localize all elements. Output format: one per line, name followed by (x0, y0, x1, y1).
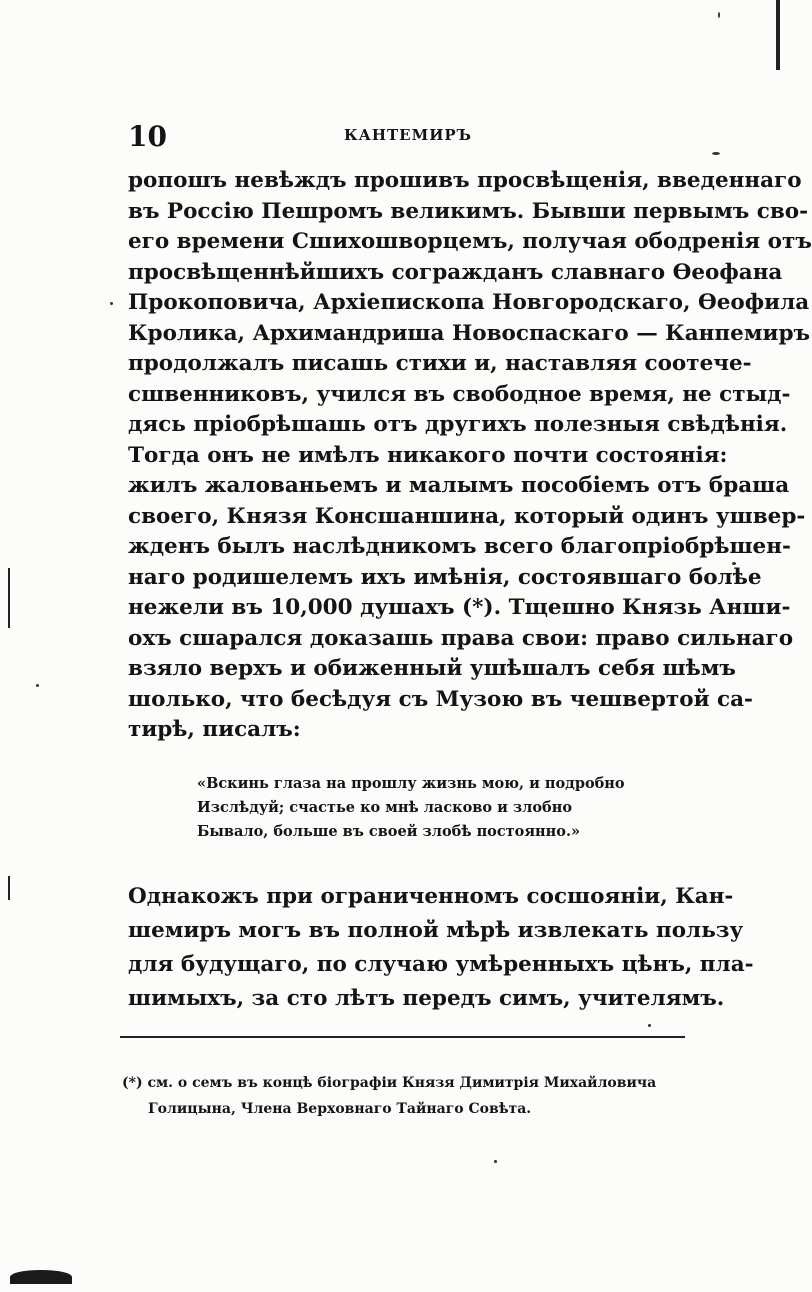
text-line: взяло верхъ и обиженный ушѣшалъ себя шѣмъ (128, 656, 736, 681)
footnote-divider (120, 1036, 685, 1038)
scan-speck (718, 12, 720, 18)
text-line: Однакожъ при ограниченномъ сосшояніи, Кан- (128, 884, 734, 909)
scan-speck (36, 684, 39, 687)
scan-edge-mark (776, 0, 780, 70)
text-line: шимыхъ, за сто лѣтъ передъ симъ, учителямъ. (128, 986, 725, 1011)
text-line: дясь пріобрѣшашь отъ другихъ полезныя свѣдѣнія. (128, 412, 788, 437)
text-line: нежели въ 10,000 душахъ (*). Тщешно Князь Анши- (128, 595, 791, 620)
verse-line: Бывало, больше въ своей злобѣ постоянно.» (197, 823, 581, 840)
text-line: шолько, что бесѣдуя съ Музою въ чешвертой са- (128, 686, 753, 712)
text-line: просвѣщеннѣйшихъ согражданъ славнаго Ѳеофана (128, 259, 783, 285)
text-line: въ Россію Пешромъ великимъ. Бывши первымъ сво- (128, 198, 809, 224)
text-line: Прокоповича, Архіепископа Новгородскаго, Ѳеофила (128, 290, 810, 315)
text-line: ропошъ невѣждъ прошивъ просвѣщенія, введеннаго (128, 168, 802, 193)
paragraph-main (128, 166, 812, 746)
text-line: Тогда онъ не имѣлъ никакого почти состоянія: (128, 442, 728, 468)
page-header (128, 120, 688, 154)
text-line: охъ сшарался доказашь права свои: право сильнаго (128, 625, 794, 651)
text-line: наго родишелемъ ихъ имѣнія, состоявшаго болѣе (128, 564, 762, 590)
text-line: Кролика, Архимандриша Новоспаскаго — Канпемиръ (128, 320, 810, 346)
verse-quote (197, 772, 637, 844)
footnote-line: (*) см. о семъ въ концѣ біографіи Князя Димитрія Михайловича (122, 1075, 657, 1091)
scan-speck (494, 1160, 497, 1163)
page-number: 10 (128, 120, 167, 153)
running-head: КАНТЕМИРЪ (343, 126, 473, 144)
footnote-line: Голицына, Члена Верховнаго Тайнаго Совѣта. (148, 1101, 532, 1117)
text-line: продолжалъ писашь стихи и, наставляя соотече- (128, 351, 752, 376)
text-line: сшвенниковъ, учился въ свободное время, не стыд- (128, 381, 791, 407)
verse-line: «Вскинь глаза на прошлу жизнь мою, и подробно (197, 775, 625, 792)
scan-speck (712, 152, 720, 155)
scan-edge-mark (8, 568, 10, 628)
text-line: его времени Сшихошворцемъ, получая ободренія отъ (128, 229, 812, 254)
scan-speck (732, 562, 736, 565)
text-line: жилъ жалованьемъ и малымъ пособіемъ отъ браша (128, 473, 790, 498)
text-line: своего, Князя Консшаншина, который одинъ ушвер- (128, 503, 806, 529)
scan-speck (648, 1024, 651, 1027)
scan-edge-mark (8, 876, 10, 900)
footnote (122, 1070, 690, 1122)
scan-speck (110, 302, 113, 305)
verse-line: Изслѣдуй; счастье ко мнѣ ласково и злобно (197, 799, 573, 816)
text-line: шемиръ могъ въ полной мѣрѣ извлекать пользу (128, 918, 744, 943)
text-line: для будущаго, по случаю умѣренныхъ цѣнъ, пла- (128, 952, 754, 977)
text-line: тирѣ, писалъ: (128, 717, 301, 742)
paragraph-second (128, 880, 754, 1016)
scan-thumb-mark (10, 1270, 72, 1284)
text-line: жденъ былъ наслѣдникомъ всего благопріобрѣшен- (128, 534, 791, 559)
